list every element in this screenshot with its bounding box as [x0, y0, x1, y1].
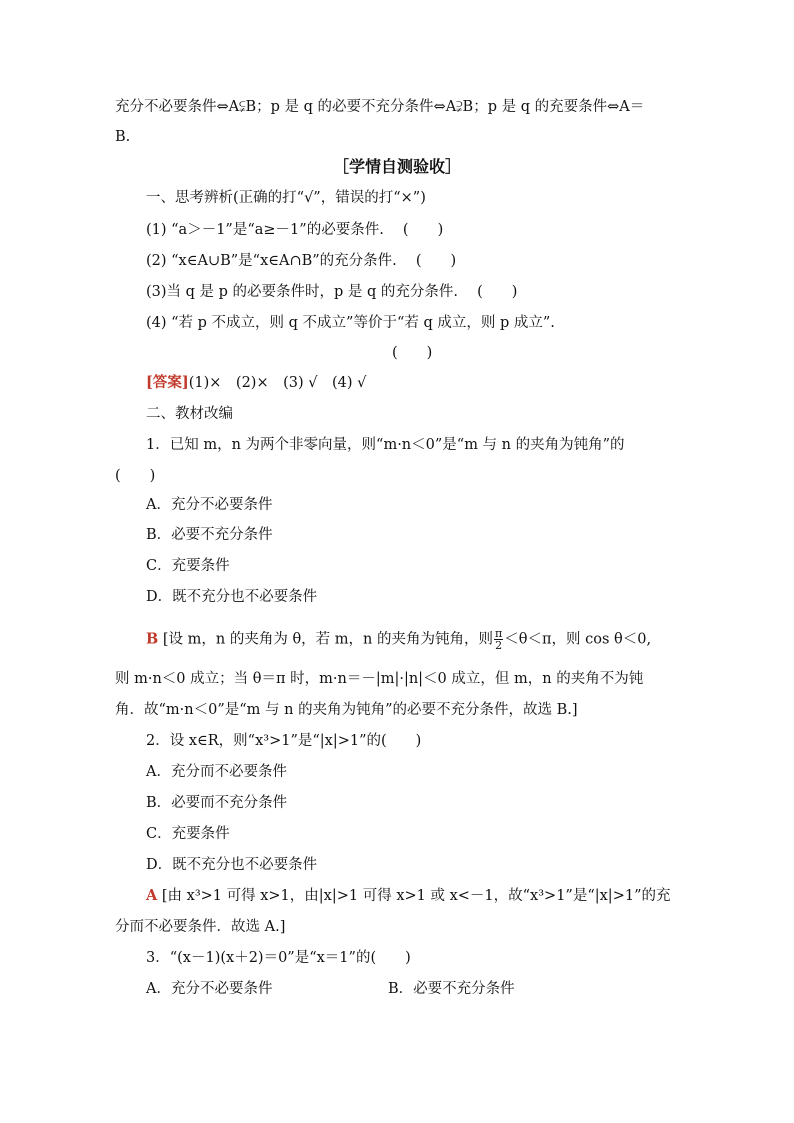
q2-explanation-line2: 分而不必要条件．故选 A.] [115, 919, 286, 935]
q2-stem: 2．设 x∈R，则“x³>1”是“|x|>1”的( ) [146, 733, 422, 749]
q3-option-b: B．必要不充分条件 [388, 981, 515, 997]
q1-explanation-line1 [146, 628, 651, 651]
fraction-numerator: π [494, 627, 503, 640]
q1-explain-b: ＜θ＜π，则 cos θ＜0, [504, 631, 652, 648]
q2-option-b: B．必要而不充分条件 [146, 795, 288, 811]
intro-line-2: B. [115, 129, 131, 145]
part2-heading: 二、教材改编 [146, 406, 233, 422]
q2-explain-a: [由 x³>1 可得 x>1，由|x|>1 可得 x>1 或 x<－1，故“x³>1”是“|x|>1”的充 [161, 888, 671, 904]
judge-item-2: (2) “x∈A∪B”是“x∈A∩B”的充分条件. ( ) [146, 253, 457, 269]
q1-answer-letter: B [146, 630, 159, 648]
intro-line-1: 充分不必要条件⇔A⫋B；p 是 q 的必要不充分条件⇔A⫌B；p 是 q 的充要条件⇔A＝ [115, 99, 645, 115]
q1-option-b: B．必要不充分条件 [146, 527, 273, 543]
q1-explanation-line2: 则 m·n＜0 成立；当 θ＝π 时，m·n＝－|m|·|n|＜0 成立，但 m，n 的夹角不为钝 [115, 671, 644, 687]
judge-answer [146, 372, 366, 394]
q1-explain-a: [设 m，n 的夹角为 θ，若 m，n 的夹角为钝角，则 [162, 631, 493, 648]
q3-stem: 3．“(x－1)(x＋2)＝0”是“x＝1”的( ) [146, 950, 411, 966]
q2-option-a: A．充分而不必要条件 [146, 764, 287, 780]
answer-text: (1)× (2)× (3) √ (4) √ [188, 375, 367, 391]
q3-option-a: A．充分不必要条件 [146, 981, 273, 997]
section-title: ［学情自测验收］ [332, 157, 461, 176]
judge-item-4-bracket: ( ) [392, 345, 433, 361]
part1-heading: 一、思考辨析(正确的打“√”，错误的打“×”) [146, 190, 426, 206]
judge-item-3: (3)当 q 是 p 的必要条件时，p 是 q 的充分条件. ( ) [146, 284, 518, 300]
q1-option-c: C．充要条件 [146, 558, 230, 574]
judge-item-1: (1) “a＞－1”是“a≥－1”的必要条件. ( ) [146, 222, 444, 238]
q1-option-d: D．既不充分也不必要条件 [146, 589, 318, 605]
q1-stem-line1: 1．已知 m，n 为两个非零向量，则“m·n＜0”是“m 与 n 的夹角为钝角”的 [146, 437, 625, 453]
judge-item-4: (4) “若 p 不成立，则 q 不成立”等价于“若 q 成立，则 p 成立”. [146, 315, 555, 331]
q1-stem-line2: ( ) [115, 468, 156, 484]
q1-option-a: A．充分不必要条件 [146, 497, 273, 513]
q2-option-c: C．充要条件 [146, 826, 230, 842]
q2-option-d: D．既不充分也不必要条件 [146, 857, 318, 873]
q2-explanation-line1 [146, 885, 670, 907]
fraction-denominator: 2 [495, 639, 503, 652]
q2-answer-letter: A [146, 887, 158, 904]
answer-tag: [答案] [146, 374, 189, 391]
q1-explanation-line3: 角．故“m·n＜0”是“m 与 n 的夹角为钝角”的必要不充分条件，故选 B.] [115, 702, 578, 718]
pi-over-2-fraction [494, 628, 503, 651]
